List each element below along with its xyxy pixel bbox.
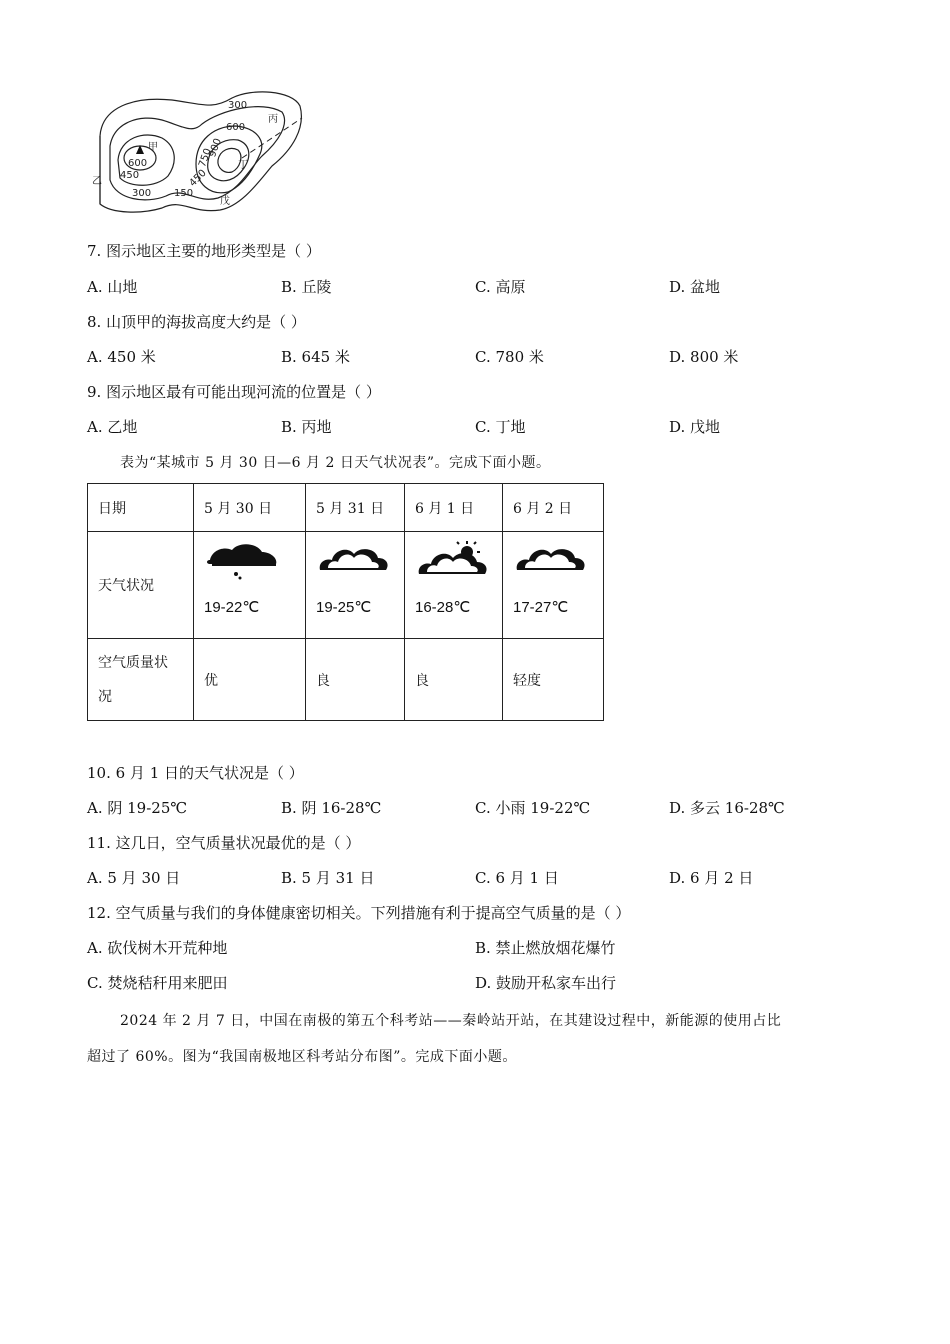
contour-150-label: 150 — [174, 188, 194, 199]
header-may-30: 5 月 30 日 — [194, 484, 306, 532]
q10-option-b[interactable]: B. 阴 16-28℃ — [281, 799, 382, 817]
q9-option-c[interactable]: C. 丁地 — [475, 418, 526, 436]
temp-june-1: 16-28℃ — [415, 599, 471, 616]
q10-option-a[interactable]: A. 阴 19-25℃ — [87, 799, 188, 817]
temp-may-31: 19-25℃ — [316, 599, 372, 616]
contour-750-label: 750 — [197, 147, 214, 169]
map-label-yi: 乙 — [92, 176, 102, 187]
q8-option-b[interactable]: B. 645 米 — [281, 348, 350, 366]
q7-option-b[interactable]: B. 丘陵 — [281, 278, 332, 296]
map-label-ding: 丁 — [238, 160, 248, 171]
row-label-air-quality-line1: 空气质量状 — [98, 654, 168, 671]
question-10-stem: 10. 6 月 1 日的天气状况是（ ） — [87, 764, 304, 782]
air-may-30: 优 — [194, 639, 306, 721]
q7-option-c[interactable]: C. 高原 — [475, 278, 526, 296]
contour-450-label: 450 — [187, 167, 209, 189]
question-11-stem: 11. 这几日，空气质量状况最优的是（ ） — [87, 834, 361, 852]
q12-option-d[interactable]: D. 鼓励开私家车出行 — [475, 974, 617, 992]
air-may-31: 良 — [306, 639, 405, 721]
map-label-wu: 戊 — [220, 196, 230, 207]
map-label-jia: 甲 — [148, 142, 158, 153]
antarctic-intro-line2: 超过了 60%。图为“我国南极地区科考站分布图”。完成下面小题。 — [87, 1049, 517, 1065]
q10-option-d[interactable]: D. 多云 16-28℃ — [669, 799, 785, 817]
contour-600-label: 600 — [128, 158, 148, 169]
contour-600-label: 600 — [226, 122, 246, 133]
question-9-stem: 9. 图示地区最有可能出现河流的位置是（ ） — [87, 383, 381, 401]
cloudy-icon — [314, 540, 390, 580]
header-may-31: 5 月 31 日 — [306, 484, 405, 532]
q12-option-a[interactable]: A. 砍伐树木开荒种地 — [87, 939, 228, 957]
q11-option-a[interactable]: A. 5 月 30 日 — [87, 869, 181, 887]
temp-june-2: 17-27℃ — [513, 599, 569, 616]
q11-option-b[interactable]: B. 5 月 31 日 — [281, 869, 375, 887]
weather-cell-may-30 — [194, 532, 305, 638]
table-intro: 表为“某城市 5 月 30 日—6 月 2 日天气状况表”。完成下面小题。 — [120, 455, 551, 471]
air-june-2: 轻度 — [503, 639, 604, 721]
header-june-2: 6 月 2 日 — [503, 484, 604, 532]
q11-option-d[interactable]: D. 6 月 2 日 — [669, 869, 754, 887]
weather-cell-june-1 — [405, 532, 502, 638]
partly-cloudy-icon — [413, 540, 489, 580]
q7-option-d[interactable]: D. 盆地 — [669, 278, 721, 296]
q12-option-c[interactable]: C. 焚烧秸秆用来肥田 — [87, 974, 228, 992]
question-7-stem: 7. 图示地区主要的地形类型是（ ） — [87, 242, 321, 260]
header-june-1: 6 月 1 日 — [405, 484, 503, 532]
q9-option-d[interactable]: D. 戊地 — [669, 418, 721, 436]
temp-may-30: 19-22℃ — [204, 599, 260, 616]
antarctic-intro-line1: 2024 年 2 月 7 日，中国在南极的第五个科考站——秦岭站开站，在其建设过程中，新能源的使用占比 — [120, 1013, 782, 1029]
q8-option-c[interactable]: C. 780 米 — [475, 348, 544, 366]
question-8-stem: 8. 山顶甲的海拔高度大约是（ ） — [87, 313, 306, 331]
q10-option-c[interactable]: C. 小雨 19-22℃ — [475, 799, 591, 817]
q9-option-a[interactable]: A. 乙地 — [87, 418, 138, 436]
weather-table — [87, 483, 604, 721]
q12-option-b[interactable]: B. 禁止燃放烟花爆竹 — [475, 939, 616, 957]
contour-450-label: 450 — [120, 170, 140, 181]
row-label-air-quality-line2: 况 — [98, 688, 112, 705]
q9-option-b[interactable]: B. 丙地 — [281, 418, 332, 436]
header-date: 日期 — [88, 484, 194, 532]
q8-option-a[interactable]: A. 450 米 — [87, 348, 156, 366]
question-12-stem: 12. 空气质量与我们的身体健康密切相关。下列措施有利于提高空气质量的是（ ） — [87, 904, 631, 922]
row-label-air-quality — [88, 639, 194, 721]
row-label-weather: 天气状况 — [88, 532, 194, 639]
weather-cell-may-31 — [306, 532, 404, 638]
contour-map — [92, 88, 307, 216]
contour-300-label: 300 — [132, 188, 152, 199]
air-june-1: 良 — [405, 639, 503, 721]
contour-900-label: 900 — [207, 137, 224, 159]
contour-300-label: 300 — [228, 100, 248, 111]
weather-cell-june-2 — [503, 532, 603, 638]
map-label-bing: 丙 — [268, 114, 278, 125]
q8-option-d[interactable]: D. 800 米 — [669, 348, 739, 366]
overcast-light-rain-icon — [202, 540, 278, 580]
q7-option-a[interactable]: A. 山地 — [87, 278, 138, 296]
q11-option-c[interactable]: C. 6 月 1 日 — [475, 869, 559, 887]
cloudy-icon — [511, 540, 587, 580]
